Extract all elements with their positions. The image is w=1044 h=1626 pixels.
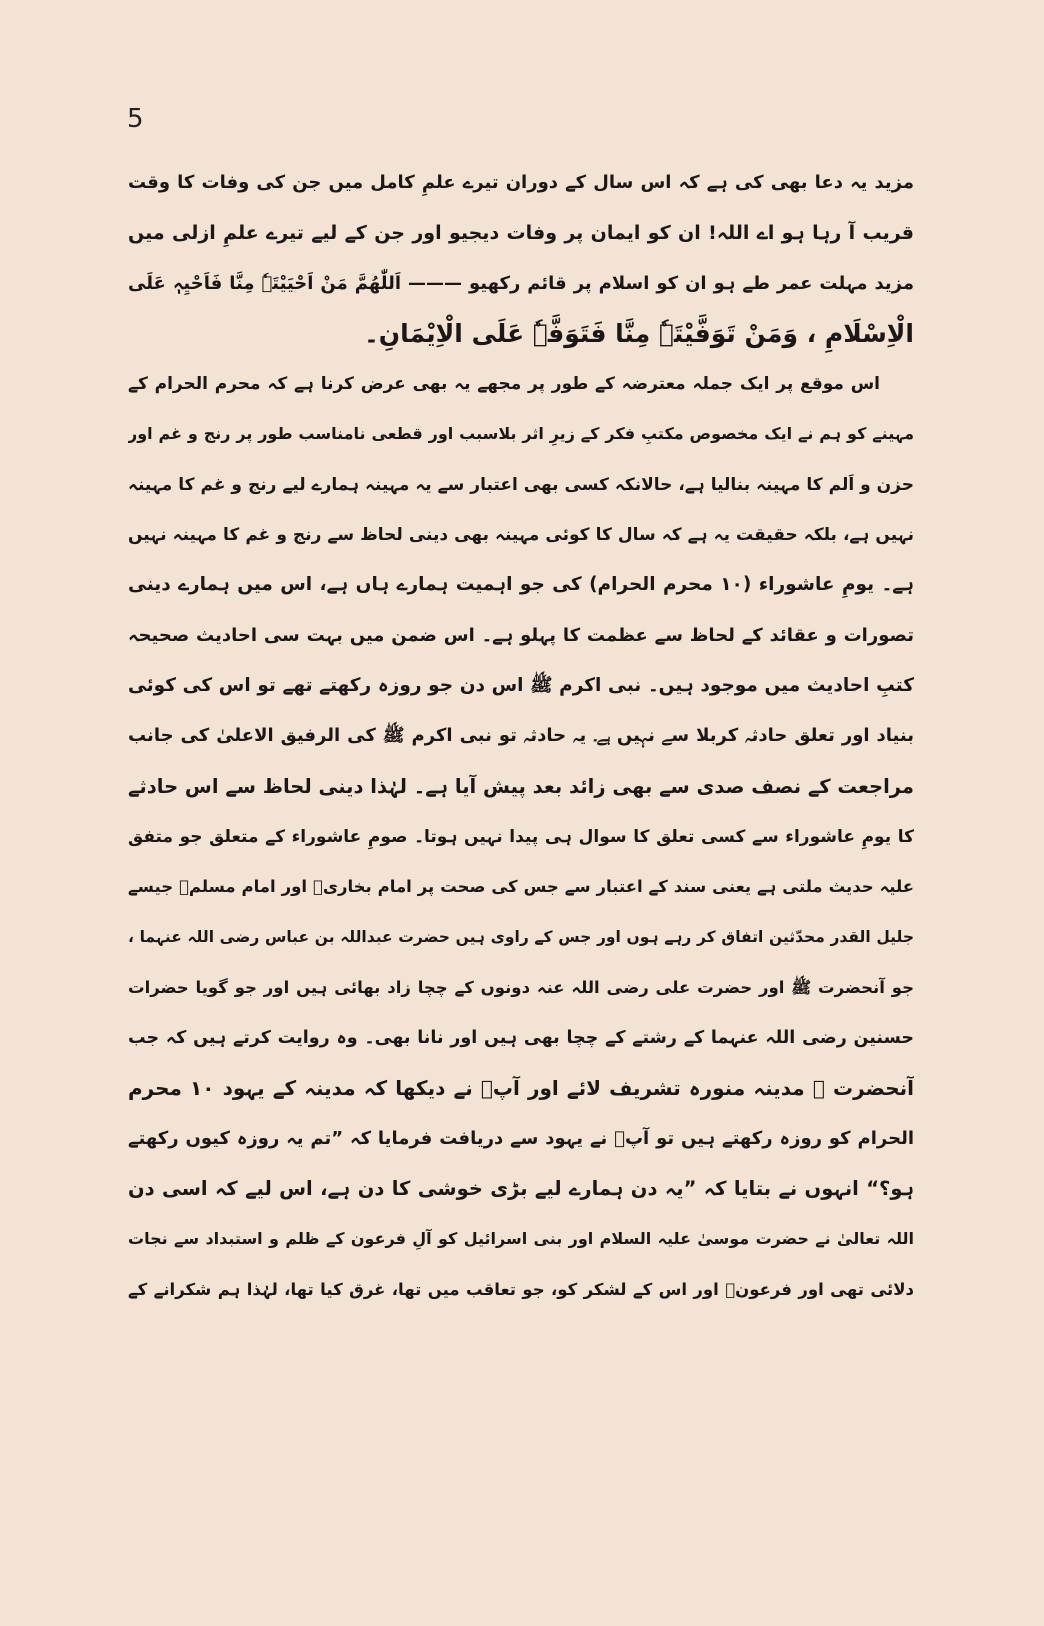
text-line: الحرام کو روزہ رکھتے ہیں تو آپؐ نے یہود سے دریافت فرمایا کہ ”تم یہ روزہ کیوں رکھتے	[128, 1127, 914, 1149]
text-line: حسنین رضی اللہ عنہما کے رشتے کے چچا بھی ہیں اور نانا بھی۔ وہ روایت کرتے ہیں کہ جب	[128, 1028, 914, 1049]
text-line: جو آنحضرت ﷺ اور حضرت علی رضی اللہ عنہ دونوں کے چچا زاد بھائی ہیں اور جو گویا حضرات	[128, 977, 914, 997]
page-number: 5	[127, 104, 144, 134]
text-line: مزید یہ دعا بھی کی ہے کہ اس سال کے دوران تیرے علمِ کامل میں جن کی وفات کا وقت	[128, 172, 914, 193]
text-line: حزن و اَلم کا مہینہ بنالیا ہے، حالانکہ کسی بھی اعتبار سے یہ مہینہ ہمارے لیے رنج و غم کا مہینہ	[128, 474, 914, 495]
text-line: دلائی تھی اور فرعونؑ اور اس کے لشکر کو، جو تعاقب میں تھا، غرق کیا تھا، لہٰذا ہم شکرانے کے	[128, 1279, 914, 1299]
text-line: مراجعت کے نصف صدی سے بھی زائد بعد پیش آیا ہے۔ لہٰذا دینی لحاظ سے اس حادثے	[128, 774, 914, 798]
text-line: الْاِسْلَامِ ، وَمَنْ تَوَفَّیْتَہٗ مِنَّا فَتَوَفَّہٗ عَلَی الْاِیْمَانِ۔	[364, 318, 914, 348]
body-text	[128, 158, 914, 1315]
text-line: مزید مہلت عمر طے ہو ان کو اسلام پر قائم رکھیو ——— اَللّٰھُمَّ مَنْ اَحْیَیْتَہٗ مِنَّا فَاَحْیِہٖ عَلَی	[128, 272, 914, 294]
text-line: علیہ حدیث ملتی ہے یعنی سند کے اعتبار سے جس کی صحت پر امام بخاریؒ اور امام مسلمؒ جیسے	[128, 877, 914, 897]
text-line: ہے۔ یومِ عاشوراء (۱۰ محرم الحرام) کی جو اہمیت ہمارے ہاں ہے، اس میں ہمارے دینی	[128, 574, 914, 596]
text-line: ہو؟“ انہوں نے بتایا کہ ”یہ دن ہمارے لیے بڑی خوشی کا دن ہے، اس لیے کہ اسی دن	[128, 1176, 914, 1200]
text-line: بنیاد اور تعلق حادثہ کربلا سے نہیں ہے۔ یہ حادثہ تو نبی اکرم ﷺ کی الرفیق الاعلیٰ کی جانب	[128, 725, 914, 747]
text-line: اس موقع پر ایک جملہ معترضہ کے طور پر مجھے یہ بھی عرض کرنا ہے کہ محرم الحرام کے	[128, 374, 880, 395]
text-line: قریب آ رہا ہو اے اللہ! ان کو ایمان پر وفات دیجیو اور جن کے لیے تیرے علمِ ازلی میں	[128, 222, 914, 245]
text-line: نہیں ہے، بلکہ حقیقت یہ ہے کہ سال کا کوئی مہینہ بھی دینی لحاظ سے رنج و غم کا مہینہ نہیں	[128, 525, 914, 546]
text-line: کا یومِ عاشوراء سے کسی تعلق کا سوال ہی پیدا نہیں ہوتا۔ صومِ عاشوراء کے متعلق جو متفق	[128, 826, 914, 847]
text-line: اللہ تعالیٰ نے حضرت موسیٰ علیہ السلام اور بنی اسرائیل کو آلِ فرعون کے ظلم و استبداد سے نجات	[128, 1229, 914, 1249]
text-line: جلیل القدر محدّثین اتفاق کر رہے ہوں اور جس کے راوی ہیں حضرت عبداللہ بن عباس رضی اللہ عنہما ،	[128, 928, 914, 947]
text-line: مہینے کو ہم نے ایک مخصوص مکتبِ فکر کے زیرِ اثر بلاسبب اور قطعی نامناسب طور پر رنج و غم اور	[128, 424, 914, 444]
text-line: آنحضرت ﷺ مدینہ منورہ تشریف لائے اور آپؐ نے دیکھا کہ مدینہ کے یہود ۱۰ محرم	[128, 1076, 914, 1101]
text-line: تصورات و عقائد کے لحاظ سے عظمت کا پہلو ہے۔ اس ضمن میں بہت سی احادیث صحیحہ	[128, 624, 914, 646]
text-line: کتبِ احادیث میں موجود ہیں۔ نبی اکرم ﷺ اس دن جو روزہ رکھتے تھے تو اس کی کوئی	[128, 674, 914, 696]
